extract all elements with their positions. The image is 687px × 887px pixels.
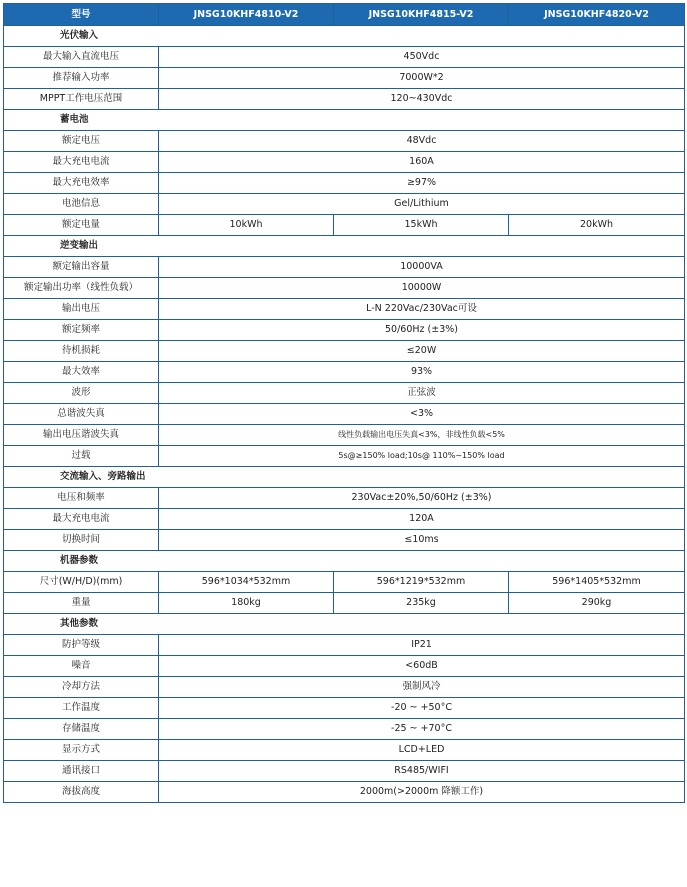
row-value: 230Vac±20%,50/60Hz (±3%): [159, 488, 685, 509]
section-row: [4, 110, 685, 131]
table-row: [4, 656, 685, 677]
row-value: ≤10ms: [159, 530, 685, 551]
row-label: 待机损耗: [4, 341, 159, 362]
row-label: 电池信息: [4, 194, 159, 215]
row-label: 额定电量: [4, 215, 159, 236]
section-row: [4, 26, 685, 47]
row-value: 160A: [159, 152, 685, 173]
row-label: 切换时间: [4, 530, 159, 551]
table-row: [4, 320, 685, 341]
header-model-label: 型号: [4, 4, 159, 26]
header-model-4815: JNSG10KHF4815-V2: [334, 4, 509, 26]
section-title: 其他参数: [4, 614, 685, 635]
table-row: [4, 47, 685, 68]
row-value: ≤20W: [159, 341, 685, 362]
row-value: LCD+LED: [159, 740, 685, 761]
row-label: 最大充电效率: [4, 173, 159, 194]
table-row: [4, 131, 685, 152]
table-row: [4, 782, 685, 803]
row-value: 10000VA: [159, 257, 685, 278]
row-value: 596*1405*532mm: [509, 572, 685, 593]
row-value: 10kWh: [159, 215, 334, 236]
row-value: 20kWh: [509, 215, 685, 236]
table-row: [4, 488, 685, 509]
row-value: IP21: [159, 635, 685, 656]
row-label: MPPT工作电压范围: [4, 89, 159, 110]
row-value: 2000m(>2000m 降额工作): [159, 782, 685, 803]
table-row: [4, 635, 685, 656]
row-value: RS485/WIFI: [159, 761, 685, 782]
row-label: 工作温度: [4, 698, 159, 719]
row-value: -25 ~ +70°C: [159, 719, 685, 740]
table-header: [4, 4, 685, 26]
row-label: 输出电压: [4, 299, 159, 320]
row-value: L-N 220Vac/230Vac可设: [159, 299, 685, 320]
section-row: [4, 467, 685, 488]
row-label: 海拔高度: [4, 782, 159, 803]
spec-table: [3, 3, 685, 803]
row-label: 通讯接口: [4, 761, 159, 782]
row-value: 596*1219*532mm: [334, 572, 509, 593]
row-value: 120~430Vdc: [159, 89, 685, 110]
row-value: <3%: [159, 404, 685, 425]
row-value: 15kWh: [334, 215, 509, 236]
row-label: 防护等级: [4, 635, 159, 656]
row-value: 线性负载输出电压失真<3%，非线性负载<5%: [159, 425, 685, 446]
row-value: Gel/Lithium: [159, 194, 685, 215]
table-row: [4, 509, 685, 530]
row-label: 额定频率: [4, 320, 159, 341]
row-label: 最大充电电流: [4, 509, 159, 530]
row-label: 最大充电电流: [4, 152, 159, 173]
row-value: ≥97%: [159, 173, 685, 194]
table-row: [4, 425, 685, 446]
table-row: [4, 593, 685, 614]
table-row: [4, 761, 685, 782]
table-row: [4, 173, 685, 194]
table-row: [4, 152, 685, 173]
table-row: [4, 404, 685, 425]
section-row: [4, 614, 685, 635]
row-label: 最大效率: [4, 362, 159, 383]
row-label: 总谐波失真: [4, 404, 159, 425]
section-title: 交流输入、旁路输出: [4, 467, 685, 488]
table-row: [4, 257, 685, 278]
row-label: 冷却方法: [4, 677, 159, 698]
table-row: [4, 446, 685, 467]
row-label: 额定电压: [4, 131, 159, 152]
row-value: 7000W*2: [159, 68, 685, 89]
row-value: 450Vdc: [159, 47, 685, 68]
table-row: [4, 68, 685, 89]
row-label: 额定输出功率（线性负载）: [4, 278, 159, 299]
row-value: <60dB: [159, 656, 685, 677]
header-model-4820: JNSG10KHF4820-V2: [509, 4, 685, 26]
header-model-4810: JNSG10KHF4810-V2: [159, 4, 334, 26]
table-row: [4, 89, 685, 110]
row-value: 5s@≥150% load;10s@ 110%~150% load: [159, 446, 685, 467]
row-label: 过载: [4, 446, 159, 467]
row-label: 尺寸(W/H/D)(mm): [4, 572, 159, 593]
table-row: [4, 278, 685, 299]
table-row: [4, 194, 685, 215]
row-value: 120A: [159, 509, 685, 530]
row-value: 180kg: [159, 593, 334, 614]
table-row: [4, 215, 685, 236]
table-row: [4, 299, 685, 320]
row-label: 输出电压谐波失真: [4, 425, 159, 446]
header-row: [4, 4, 685, 26]
table-row: [4, 362, 685, 383]
row-label: 额定输出容量: [4, 257, 159, 278]
row-value: 强制风冷: [159, 677, 685, 698]
row-value: 50/60Hz (±3%): [159, 320, 685, 341]
table-row: [4, 677, 685, 698]
table-row: [4, 719, 685, 740]
section-title: 逆变输出: [4, 236, 685, 257]
section-row: [4, 551, 685, 572]
row-label: 波形: [4, 383, 159, 404]
row-value: 正弦波: [159, 383, 685, 404]
section-title: 光伏输入: [4, 26, 685, 47]
section-title: 机器参数: [4, 551, 685, 572]
table-row: [4, 740, 685, 761]
row-value: 290kg: [509, 593, 685, 614]
row-value: 10000W: [159, 278, 685, 299]
section-row: [4, 236, 685, 257]
table-row: [4, 383, 685, 404]
row-value: 48Vdc: [159, 131, 685, 152]
table-body: [4, 26, 685, 803]
row-label: 显示方式: [4, 740, 159, 761]
row-value: 235kg: [334, 593, 509, 614]
section-title: 蓄电池: [4, 110, 685, 131]
row-value: 93%: [159, 362, 685, 383]
table-row: [4, 698, 685, 719]
table-row: [4, 572, 685, 593]
row-label: 最大输入直流电压: [4, 47, 159, 68]
table-row: [4, 530, 685, 551]
table-row: [4, 341, 685, 362]
row-value: 596*1034*532mm: [159, 572, 334, 593]
row-label: 存储温度: [4, 719, 159, 740]
row-value: -20 ~ +50°C: [159, 698, 685, 719]
row-label: 噪音: [4, 656, 159, 677]
row-label: 重量: [4, 593, 159, 614]
row-label: 推荐输入功率: [4, 68, 159, 89]
row-label: 电压和频率: [4, 488, 159, 509]
